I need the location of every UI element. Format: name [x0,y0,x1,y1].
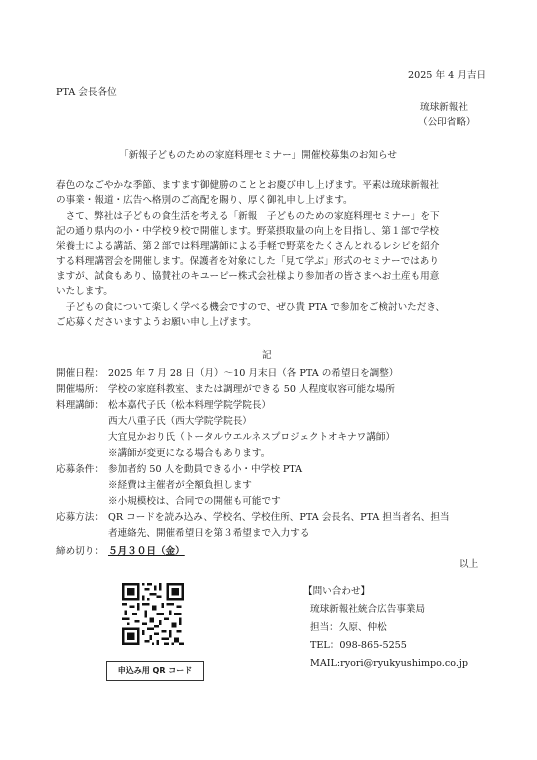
paragraph-closing [56,300,486,330]
ki-heading: 記 [262,350,272,361]
detail-place [56,382,395,397]
paragraph-line: さて、弊社は子どもの食生活を考える「新報 子どものための家庭料理セミナー」を下 [56,211,440,222]
detail-place-label: 開催場所： [56,384,104,395]
contact-org: 琉球新報社統合広告事業局 [310,604,426,615]
paragraph-line: いたします。 [56,286,113,297]
sender-name: 琉球新報社 [420,102,468,113]
detail-instructor [56,398,271,413]
instructor-item: 松本嘉代子氏（松本料理学院学院長） [108,400,272,411]
contact-heading: 【問い合わせ】 [303,586,371,597]
detail-condition [56,462,302,477]
contact-tel: TEL：098-865-5255 [310,640,407,651]
detail-deadline [56,544,185,559]
detail-date [56,366,398,381]
contact-mail[interactable]: MAIL:ryori@ryukyushimpo.co.jp [310,658,468,669]
recipient: PTA 会長各位 [56,87,117,98]
paragraph-line: ますが、試食もあり、協賛社のキユーピー株式会社様より参加者の皆さまへお土産も用意 [56,271,440,282]
detail-method-label: 応募方法： [56,512,104,523]
paragraph-line: 春色のなごやかな季節、ますます御健勝のこととお慶び申し上げます。平素は琉球新報社 [56,180,439,191]
deadline-value: ５月３０日（金） [108,546,185,557]
detail-condition-label: 応募条件： [56,464,104,475]
paragraph-greeting [56,178,486,208]
condition-note: ※小規模校は、合同での開催も可能です [108,496,281,507]
instructor-item: 西大八重子氏（西大学院学院長） [108,416,252,427]
method-line: 者連絡先、開催希望日を第３希望まで入力する [108,528,310,539]
document-date: 2025 年 4 月吉日 [408,70,487,81]
detail-deadline-label: 締め切り： [56,546,104,557]
paragraph-line: ご応募くださいますようお願い申し上げます。 [56,317,257,328]
paragraph-line: の事業・報道・広告へ格別のご高配を賜り、厚く御礼申し上げます。 [56,195,353,206]
method-line: QR コードを読み込み、学校名、学校住所、PTA 会長名、PTA 担当者名、担当 [108,512,450,523]
detail-date-label: 開催日程： [56,368,104,379]
paragraph-line: 子どもの食について楽しく学べる機会ですので、ぜひ貴 PTA で参加をご検討いただき、 [56,302,446,313]
sender-seal-note: （公印省略） [418,117,476,128]
detail-instructor-label: 料理講師： [56,400,104,411]
document-title: 「新報子どものための家庭料理セミナー」開催校募集のお知らせ [119,150,397,161]
qr-caption: 申込み用 QR コード [106,661,204,681]
contact-person: 担当：久原、仲松 [310,622,387,633]
paragraph-line: 記の通り県内の小・中学校９校で開催します。野菜摂取量の向上を目指し、第１部で学校 [56,226,439,237]
paragraph-line: する料理講習会を開催します。保護者を対象にした「見て学ぶ」形式のセミナーではあり [56,256,439,267]
paragraph-main [56,209,486,299]
condition-note: ※経費は主催者が全額負担します [108,480,252,491]
detail-date-value: 2025 年 7 月 28 日（月）～10 月末日（各 PTA の希望日を調整） [108,368,399,379]
condition-item: 参加者約 50 人を動員できる小・中学校 PTA [108,464,303,475]
instructor-note: ※講師が変更になる場合もあります。 [108,448,271,459]
detail-place-value: 学校の家庭科教室、または調理ができる 50 人程度収容可能な場所 [108,384,395,395]
detail-method [56,510,450,525]
paragraph-line: 栄養士による講話、第２部では料理講師による手軽で野菜をたくさんとれるレシピを紹介 [56,241,440,252]
closing-ijo: 以上 [459,559,479,570]
qr-code-icon[interactable] [122,583,184,645]
instructor-item: 大宜見かおり氏（トータルウエルネスプロジェクトオキナワ講師） [108,432,396,443]
